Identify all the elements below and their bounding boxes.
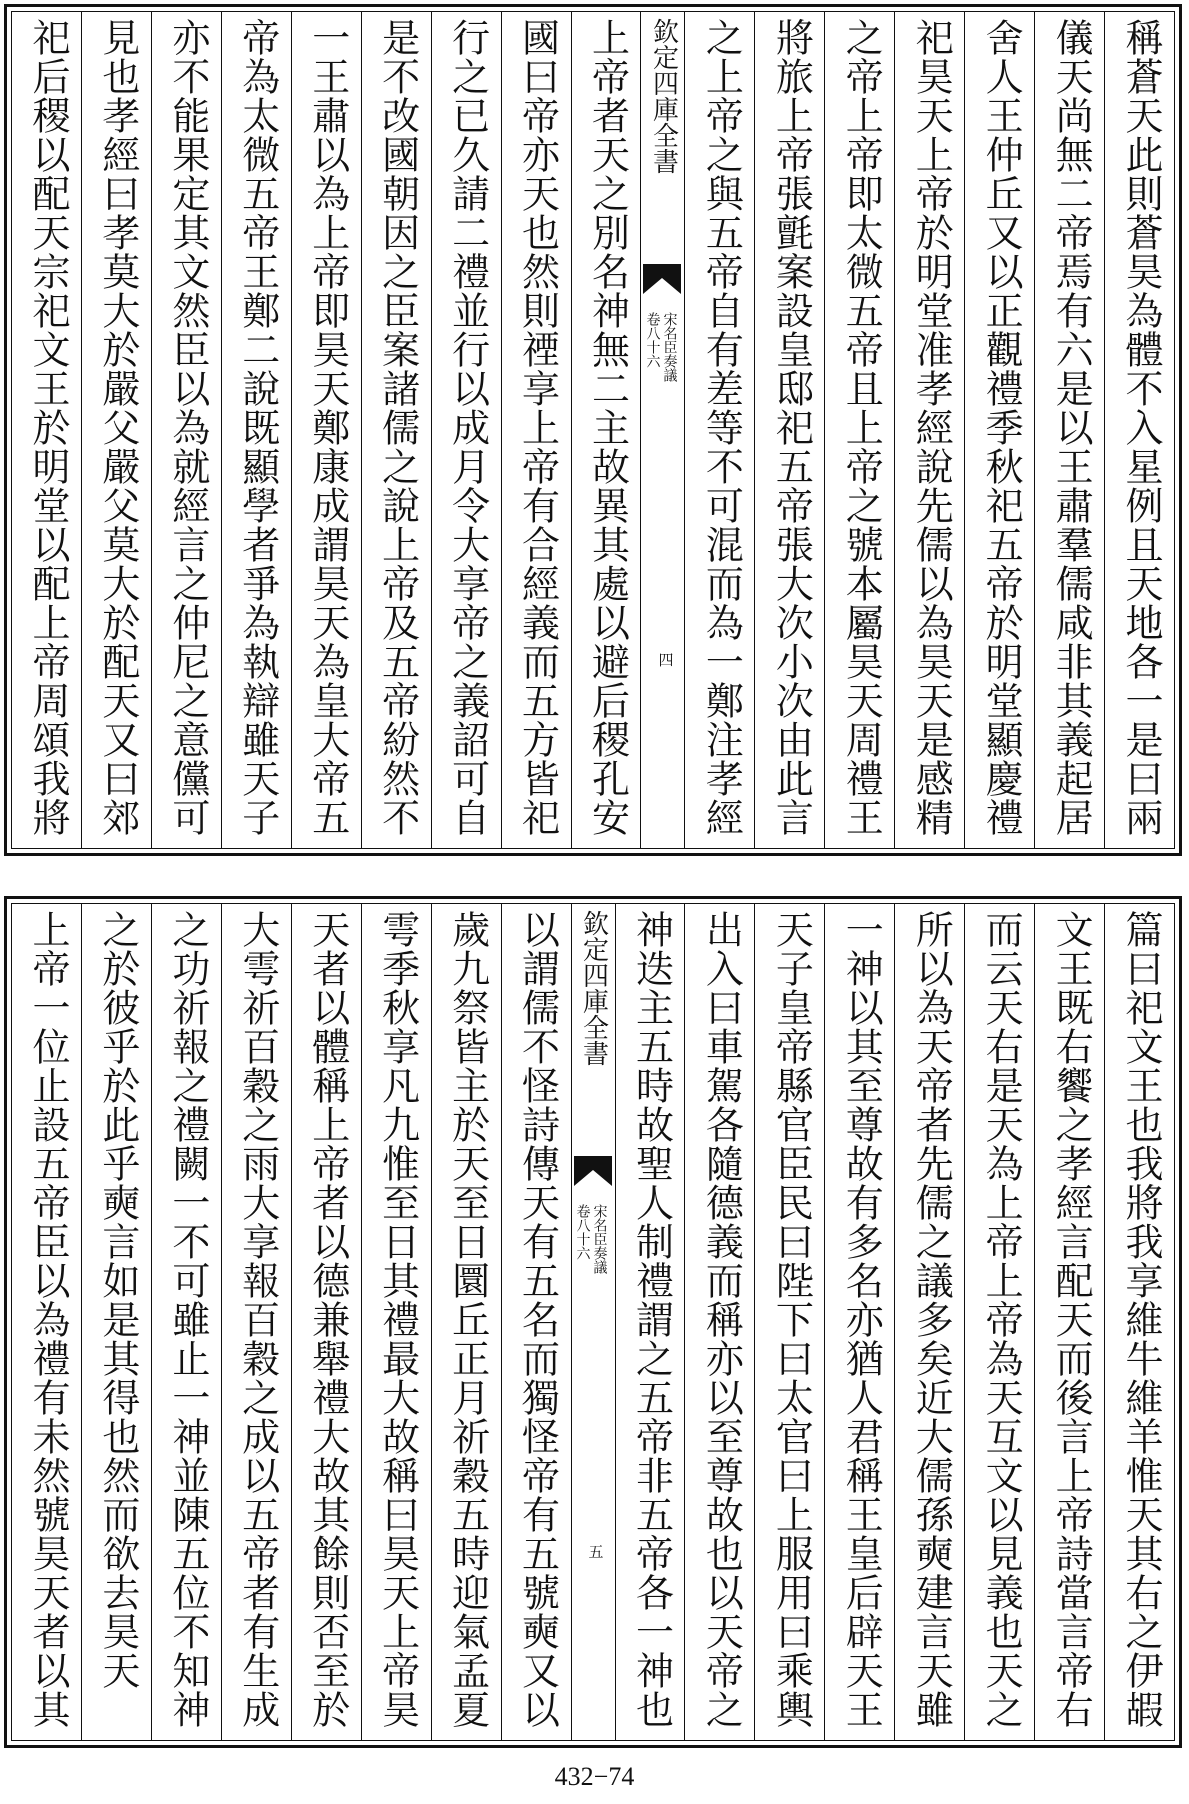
page-number: 五 bbox=[586, 1544, 605, 1559]
text-column: 天子皇帝縣官臣民曰陛下曰太官曰上服用曰乘輿 bbox=[754, 904, 824, 1740]
text-column: 以謂儒不怪詩傳天有五名而獨怪帝有五號奭又以 bbox=[501, 904, 571, 1740]
text-column: 一王肅以為上帝即昊天鄭康成謂昊天為皇大帝五 bbox=[291, 12, 361, 848]
text-column: 將旅上帝張氈案設皇邸祀五帝張大次小次由此言 bbox=[754, 12, 824, 848]
bottom-page bbox=[4, 896, 1182, 1748]
text-column: 篇曰祀文王也我將我享維牛維羊惟天其右之伊嘏 bbox=[1104, 904, 1174, 1740]
fish-tail-mark-icon bbox=[643, 264, 681, 298]
text-column: 見也孝經曰孝莫大於嚴父嚴父莫大於配天又曰郊 bbox=[81, 12, 151, 848]
book-title: 欽定四庫全書 bbox=[578, 910, 609, 1066]
text-column: 出入曰車駕各隨德義而稱亦以至尊故也以天帝之 bbox=[684, 904, 754, 1740]
text-column: 國曰帝亦天也然則禋享上帝有合經義而五方皆祀 bbox=[501, 12, 571, 848]
text-column: 儀天尚無二帝焉有六是以王肅羣儒咸非其義起居 bbox=[1034, 12, 1104, 848]
text-column: 舍人王仲丘又以正觀禮季秋祀五帝於明堂顯慶禮 bbox=[964, 12, 1034, 848]
fish-tail-mark-icon bbox=[574, 1156, 612, 1190]
text-column: 雩季秋享凡九惟至日其禮最大故稱曰昊天上帝昊 bbox=[361, 904, 431, 1740]
text-column: 之帝上帝即太微五帝且上帝之號本屬昊天周禮王 bbox=[824, 12, 894, 848]
text-column: 行之已久請二禮並行以成月令大享帝之義詔可自 bbox=[431, 12, 501, 848]
book-title: 欽定四庫全書 bbox=[648, 18, 679, 174]
center-block-margin bbox=[640, 12, 684, 848]
center-subtitle bbox=[574, 1204, 608, 1274]
center-block-margin bbox=[571, 904, 615, 1740]
text-column: 祀昊天上帝於明堂准孝經說先儒以為昊天是感精 bbox=[894, 12, 964, 848]
volume-number: 卷八十六 bbox=[574, 1204, 591, 1260]
top-page bbox=[4, 4, 1182, 856]
text-column: 之功祈報之禮闕一不可雖止一神並陳五位不知神 bbox=[151, 904, 221, 1740]
text-column: 之上帝之與五帝自有差等不可混而為一鄭注孝經 bbox=[684, 12, 754, 848]
text-column: 之於彼乎於此乎奭言如是其得也然而欲去昊天 bbox=[81, 904, 151, 1740]
top-page-frame bbox=[11, 11, 1175, 849]
text-column: 歲九祭皆主於天至日圜丘正月祈穀五時迎氣孟夏 bbox=[431, 904, 501, 1740]
volume-number: 卷八十六 bbox=[644, 312, 661, 368]
text-column: 上帝一位止設五帝臣以為禮有未然號昊天者以其 bbox=[25, 910, 70, 1729]
text-column: 神迭主五時故聖人制禮謂之五帝非五帝各一神也 bbox=[615, 904, 685, 1740]
text-column: 稱蒼天此則蒼昊為體不入星例且天地各一是曰兩 bbox=[1104, 12, 1174, 848]
text-column: 祀后稷以配天宗祀文王於明堂以配上帝周頌我將 bbox=[25, 18, 70, 837]
text-column: 是不改國朝因之臣案諸儒之說上帝及五帝紛然不 bbox=[361, 12, 431, 848]
work-title: 宋名臣奏議 bbox=[661, 312, 678, 382]
text-column: 亦不能果定其文然臣以為就經言之仲尼之意儻可 bbox=[151, 12, 221, 848]
work-title: 宋名臣奏議 bbox=[591, 1204, 608, 1274]
page-number: 四 bbox=[656, 652, 675, 667]
page-footer-number: 432−74 bbox=[554, 1762, 635, 1791]
text-column: 天者以體稱上帝者以德兼舉禮大故其餘則否至於 bbox=[291, 904, 361, 1740]
bottom-page-frame bbox=[11, 903, 1175, 1741]
text-column: 文王既右饗之孝經言配天而後言上帝詩當言帝右 bbox=[1034, 904, 1104, 1740]
text-column: 帝為太微五帝王鄭二說既顯學者爭為執辯雖天子 bbox=[221, 12, 291, 848]
center-subtitle bbox=[643, 312, 677, 382]
text-column: 上帝者天之別名神無二主故異其處以避后稷孔安 bbox=[571, 12, 641, 848]
text-column: 大雩祈百穀之雨大享報百穀之成以五帝者有生成 bbox=[221, 904, 291, 1740]
text-column: 而云天右是天為上帝上帝為天互文以見義也天之 bbox=[964, 904, 1034, 1740]
text-column: 所以為天帝者先儒之議多矣近大儒孫奭建言天雖 bbox=[894, 904, 964, 1740]
text-column: 一神以其至尊故有多名亦猶人君稱王皇后辟天王 bbox=[824, 904, 894, 1740]
